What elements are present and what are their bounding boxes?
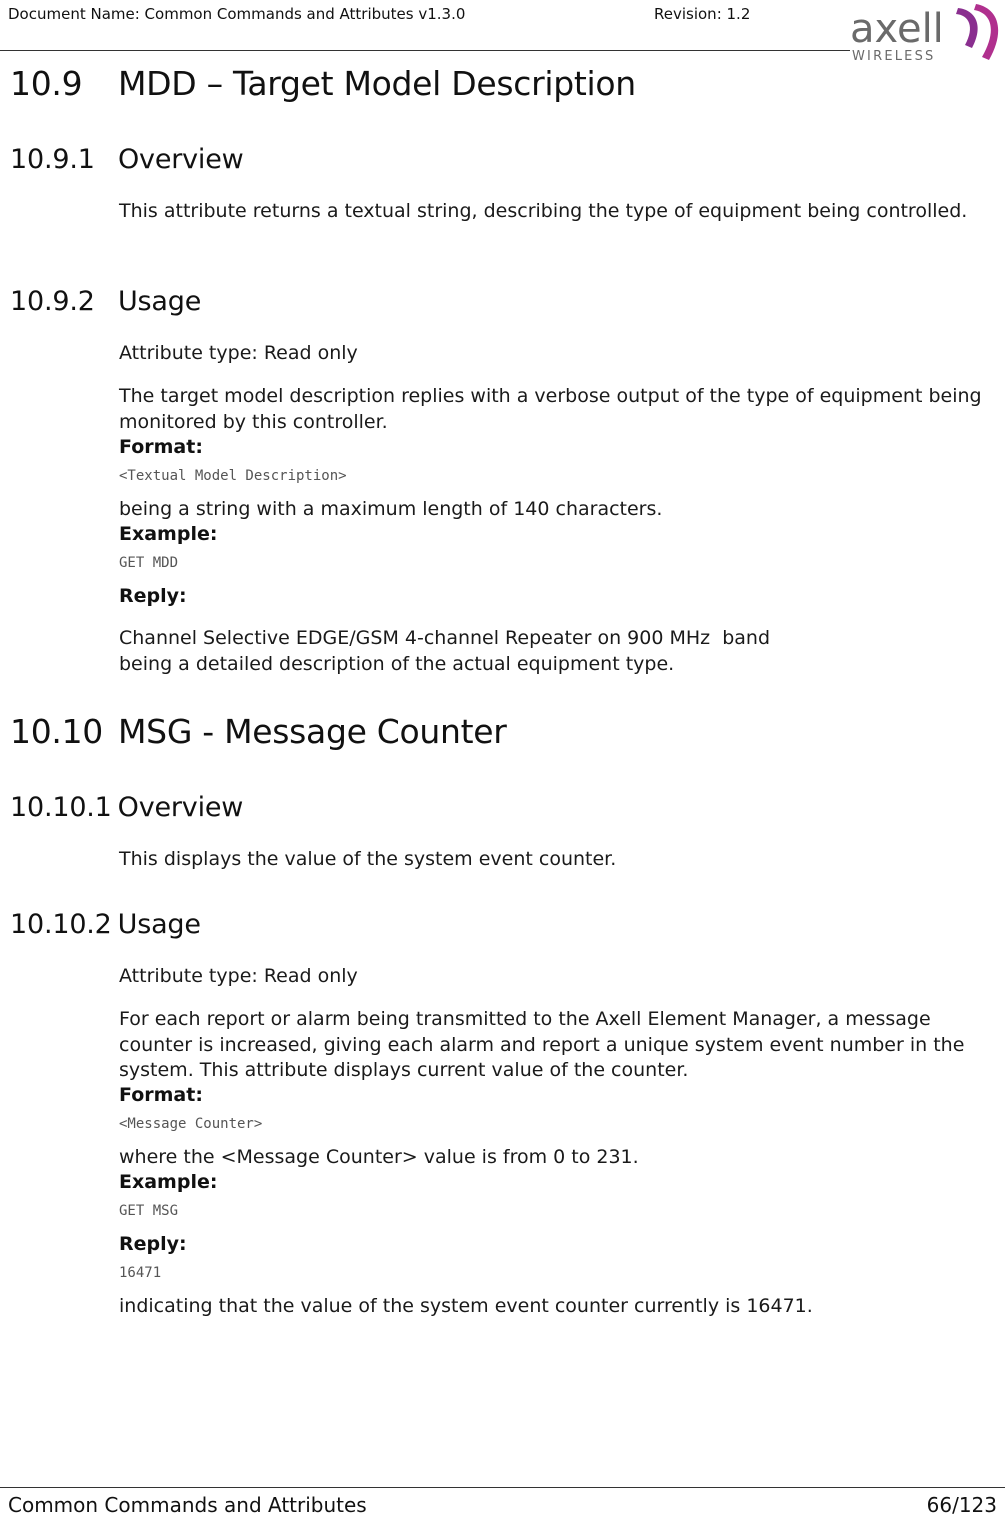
- example-label: Example:: [119, 523, 218, 545]
- logo-swoosh-icon: [956, 8, 978, 48]
- subsection-number: 10.10.2: [10, 909, 112, 940]
- footer-title: Common Commands and Attributes: [8, 1493, 367, 1517]
- subsection-title: Usage: [117, 909, 201, 940]
- section-number: 10.10: [10, 712, 103, 751]
- header-divider: [0, 50, 850, 51]
- format-label: Format:: [119, 436, 203, 458]
- subsection-number: 10.10.1: [10, 792, 112, 823]
- page-number: 66/123: [926, 1493, 997, 1517]
- logo-swoosh-outer-icon: [974, 4, 998, 60]
- example-code: GET MSG: [119, 1203, 179, 1219]
- usage-description: For each report or alarm being transmitted to the Axell Element Manager, a message counter is increased, giving each alarm and report a unique system event number in the system. This attribute displays current value of the counter.: [119, 1008, 965, 1081]
- section-heading-10-9: [10, 64, 636, 103]
- subsection-title: Usage: [118, 286, 202, 317]
- overview-paragraph: This attribute returns a textual string, describing the type of equipment being controlled.: [119, 200, 968, 222]
- reply-label: Reply:: [119, 1233, 187, 1255]
- format-label: Format:: [119, 1084, 203, 1106]
- reply-explanation: indicating that the value of the system event counter currently is 16471.: [119, 1295, 813, 1317]
- reply-label: Reply:: [119, 585, 187, 607]
- subsection-title: Overview: [118, 144, 244, 175]
- subsection-heading-10-10-2: [10, 909, 201, 940]
- format-note: where the <Message Counter> value is from 0 to 231.: [119, 1146, 639, 1168]
- section-title: MDD – Target Model Description: [118, 64, 636, 103]
- reply-text: Channel Selective EDGE/GSM 4-channel Repeater on 900 MHz band: [119, 627, 771, 649]
- attribute-type: Attribute type: Read only: [119, 965, 358, 987]
- subsection-heading-10-10-1: [10, 792, 243, 823]
- subsection-number: 10.9.1: [10, 144, 95, 175]
- reply-explanation: being a detailed description of the actual equipment type.: [119, 653, 675, 675]
- revision-label: Revision: 1.2: [654, 5, 751, 23]
- format-code: <Textual Model Description>: [119, 468, 347, 484]
- example-code: GET MDD: [119, 555, 179, 571]
- subsection-heading-10-9-1: [10, 144, 244, 175]
- section-title: MSG - Message Counter: [118, 712, 507, 751]
- subsection-number: 10.9.2: [10, 286, 95, 317]
- footer-divider: [0, 1487, 1005, 1488]
- reply-code: 16471: [119, 1265, 162, 1281]
- example-label: Example:: [119, 1171, 218, 1193]
- format-code: <Message Counter>: [119, 1116, 263, 1132]
- usage-description: The target model description replies with a verbose output of the type of equipment being monitored by this controller.: [119, 385, 982, 433]
- document-name: Document Name: Common Commands and Attributes v1.3.0: [8, 5, 466, 23]
- format-note: being a string with a maximum length of 140 characters.: [119, 498, 663, 520]
- subsection-heading-10-9-2: [10, 286, 201, 317]
- logo-wordmark: axell: [850, 6, 944, 52]
- logo-subtext: WIRELESS: [852, 49, 936, 64]
- axell-wireless-logo: [848, 0, 1005, 66]
- subsection-title: Overview: [117, 792, 244, 823]
- section-number: 10.9: [10, 64, 83, 103]
- overview-paragraph: This displays the value of the system event counter.: [119, 848, 617, 870]
- attribute-type: Attribute type: Read only: [119, 342, 358, 364]
- section-heading-10-10: [10, 712, 507, 751]
